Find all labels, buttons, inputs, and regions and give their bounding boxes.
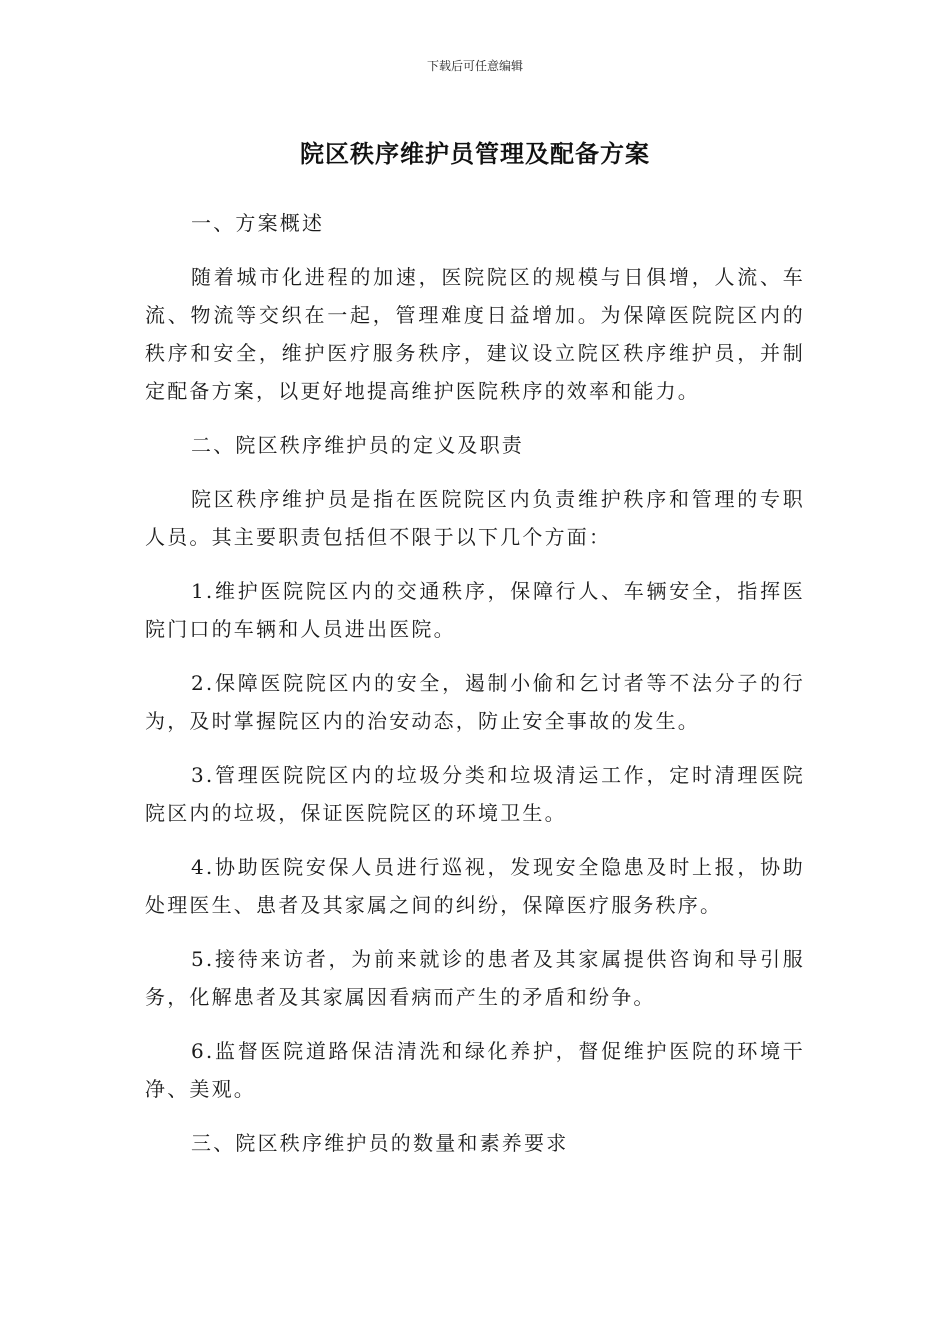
- section-2-heading: 二、院区秩序维护员的定义及职责: [191, 433, 524, 457]
- section-1-paragraph: 随着城市化进程的加速，医院院区的规模与日俱增，人流、车流、物流等交织在一起，管理难度日益增加。为保障医院院区内的秩序和安全，维护医疗服务秩序，建议设立院区秩序维护员，并制定配备方案，以更好地提高维护医院秩序的效率和能力。: [145, 265, 805, 403]
- duty-item-2: 2.保障医院院区内的安全，遏制小偷和乞讨者等不法分子的行为，及时掌握院区内的治安动态，防止安全事故的发生。: [145, 671, 805, 733]
- header-note: 下载后可任意编辑: [426, 59, 523, 73]
- duty-item-1: 1.维护医院院区内的交通秩序，保障行人、车辆安全，指挥医院门口的车辆和人员进出医院。: [145, 579, 805, 641]
- section-1-heading: 一、方案概述: [191, 211, 325, 235]
- duty-item-6: 6.监督医院道路保洁清洗和绿化养护，督促维护医院的环境干净、美观。: [145, 1039, 805, 1101]
- duty-item-4: 4.协助医院安保人员进行巡视，发现安全隐患及时上报，协助处理医生、患者及其家属之间的纠纷，保障医疗服务秩序。: [145, 855, 805, 917]
- duty-item-3: 3.管理医院院区内的垃圾分类和垃圾清运工作，定时清理医院院区内的垃圾，保证医院院区的环境卫生。: [145, 763, 805, 825]
- document-title: 院区秩序维护员管理及配备方案: [300, 140, 650, 168]
- duty-item-5: 5.接待来访者，为前来就诊的患者及其家属提供咨询和导引服务，化解患者及其家属因看病而产生的矛盾和纷争。: [145, 947, 805, 1009]
- section-2-paragraph: 院区秩序维护员是指在医院院区内负责维护秩序和管理的专职人员。其主要职责包括但不限于以下几个方面：: [145, 487, 805, 549]
- section-3-heading: 三、院区秩序维护员的数量和素养要求: [191, 1131, 569, 1155]
- document-body: [145, 204, 805, 1178]
